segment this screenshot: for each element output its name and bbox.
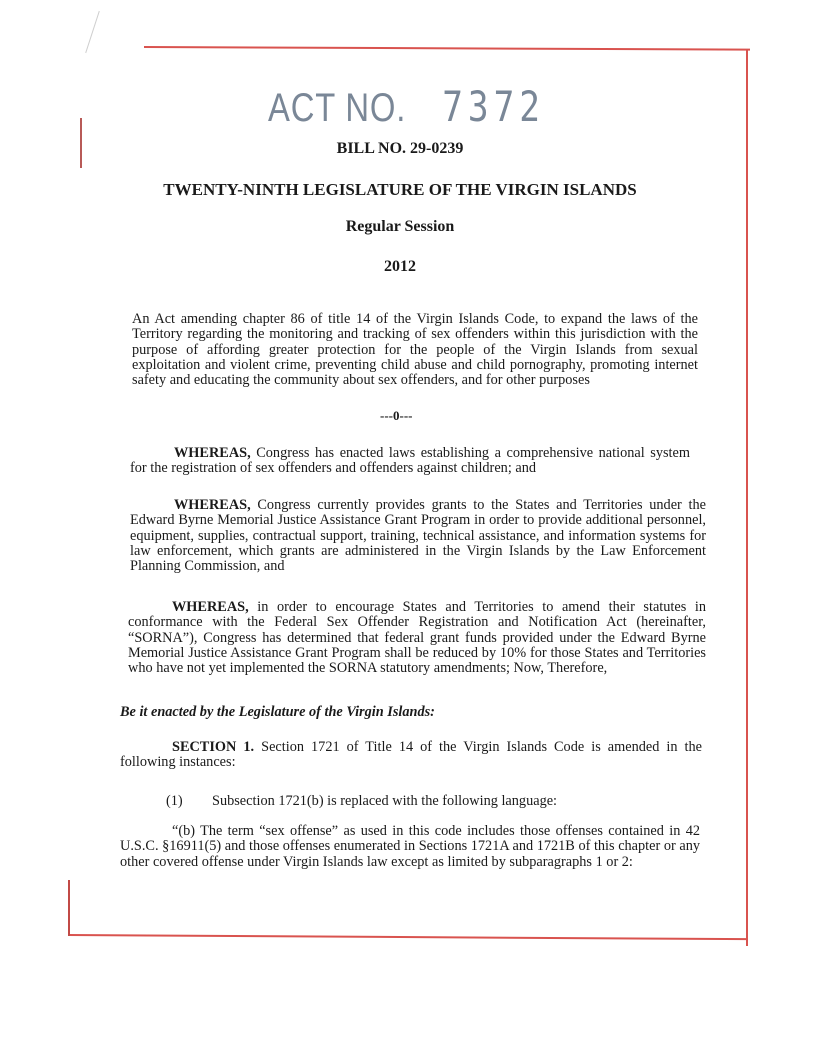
whereas-text: Congress currently provides grants to the States and Territories under the Edward Byrne Memorial Justice Assistance Grant Program in order to provide additional personnel, equipment, supplies, contractual support, training, technical assistance, and information systems for law enforcement, which grants are administered in the Virgin Islands by the Law Enforcement Planning Commission, and (130, 497, 706, 575)
act-number: 7372 (442, 82, 545, 131)
subsection-1 (166, 793, 557, 810)
act-number-stamp (268, 82, 545, 131)
section-1-text: Section 1721 of Title 14 of the Virgin Islands Code is amended in the following instances: (120, 739, 702, 771)
whereas-lead: WHEREAS, (174, 497, 251, 513)
subsection-1-label: (1) (166, 793, 183, 809)
session-title: Regular Session (345, 218, 455, 235)
page-border-left-corner (68, 880, 70, 936)
whereas-clause-3 (128, 600, 706, 676)
subsection-1-text: Subsection 1721(b) is replaced with the following language: (212, 793, 558, 809)
section-1-lead: SECTION 1. (172, 739, 255, 755)
whereas-clause-2 (130, 498, 706, 574)
page-border-top (144, 46, 750, 51)
page-border-bottom (68, 934, 748, 940)
whereas-clause-1 (130, 446, 690, 477)
section-divider: ---0--- (380, 408, 413, 423)
scan-artifact (85, 11, 100, 53)
session-year: 2012 (384, 258, 416, 275)
section-1 (120, 740, 702, 771)
subsection-b-quote: “(b) The term “sex offense” as used in this code includes those offenses contained in 42 U.S.C. §16911(5) and those offenses enumerated in Sections 1721A and 1721B of this chapter or any other covered offense under Virgin Islands law except as limited by subparagraphs 1 or 2: (120, 823, 700, 870)
whereas-lead: WHEREAS, (172, 599, 249, 615)
act-label: ACT NO. (268, 86, 407, 130)
whereas-text: Congress has enacted laws establishing a comprehensive national system for the registration of sex offenders and offenders against children; and (130, 445, 690, 477)
page-border-left-mark (80, 118, 82, 168)
bill-number: BILL NO. 29-0239 (336, 140, 464, 157)
enacting-clause: Be it enacted by the Legislature of the Virgin Islands: (120, 704, 435, 720)
whereas-lead: WHEREAS, (174, 445, 251, 461)
act-preamble: An Act amending chapter 86 of title 14 of the Virgin Islands Code, to expand the laws of the Territory regarding the monitoring and tracking of sex offenders within this jurisdiction with the purpose of affording greater protection for the people of the Virgin Islands from sexual exploitation and violent crime, preventing child abuse and child pornography, promoting internet safety and educating the community about sex offenders, and for other purposes (132, 311, 698, 389)
whereas-text: in order to encourage States and Territories to amend their statutes in conformance with the Federal Sex Offender Registration and Notification Act (hereinafter, “SORNA”), Congress has determined that federal grant funds provided under the Edward Byrne Memorial Justice Assistance Grant Program shall be reduced by 10% for those States and Territories who have not yet implemented the SORNA statutory amendments; Now, Therefore, (128, 599, 706, 677)
legislature-title: TWENTY-NINTH LEGISLATURE OF THE VIRGIN ISLANDS (163, 180, 637, 199)
